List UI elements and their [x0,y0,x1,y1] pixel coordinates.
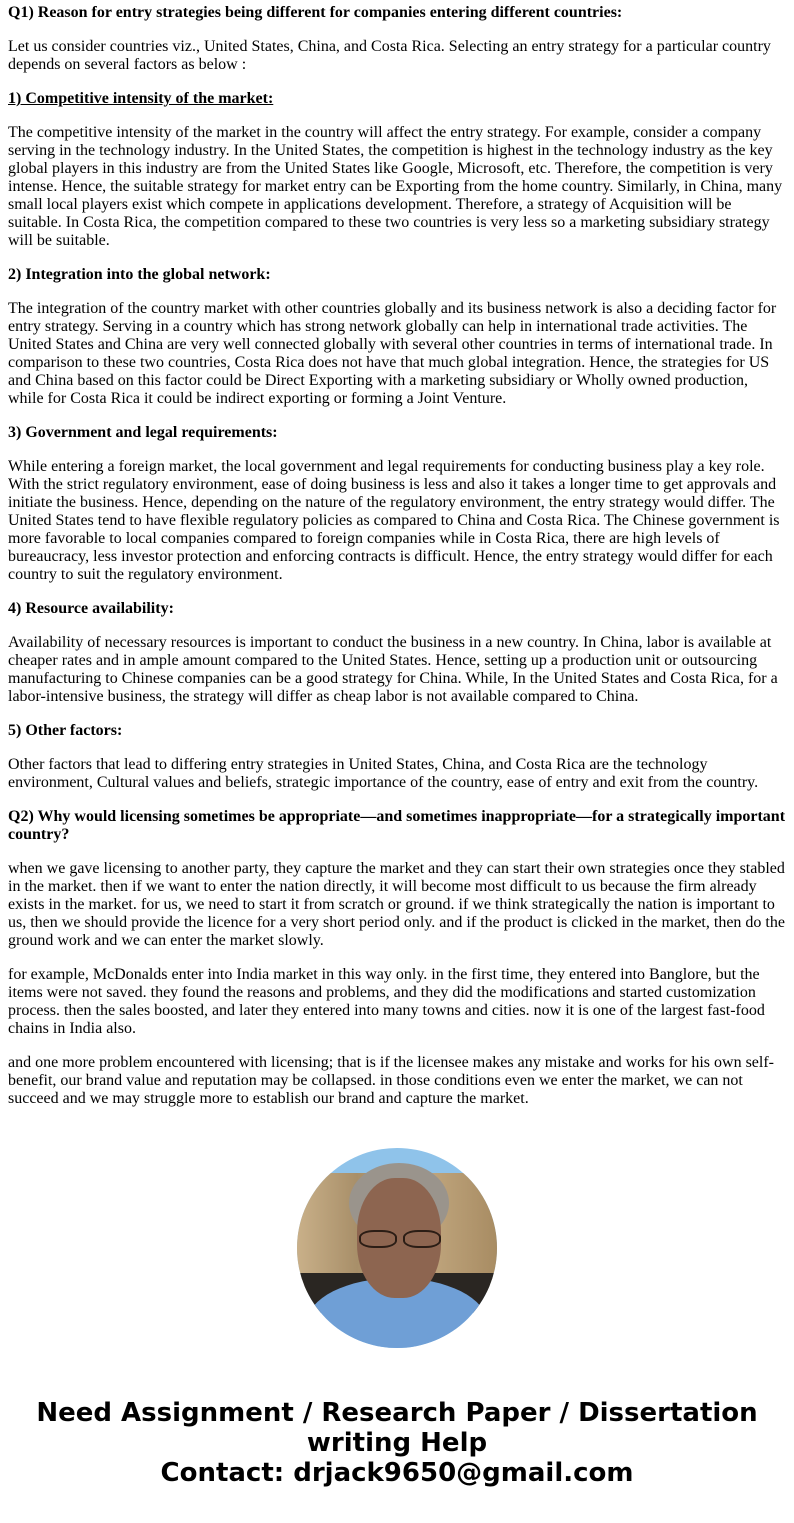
section-heading: 3) Government and legal requirements: [8,424,278,441]
glasses-icon [355,1230,445,1248]
q2-paragraph: when we gave licensing to another party, they capture the market and they can start their own strategies once they stabled in the market. then if we want to enter the nation directly, it will become most difficult to us because the firm already exists in the market. for us, we need to start it from scratch or ground. if we think strategically the nation is important to us, then we should provide the licence for a very short period only. and if the product is clicked in the market, then do the ground work and we can enter the market slowly. [8,860,785,949]
section-body: The integration of the country market with other countries globally and its business network is also a deciding factor for entry strategy. Serving in a country which has strong network globally can help in international trade activities. The United States and China are very well connected globally with several other countries in terms of international trade. In comparison to these two countries, Costa Rica does not have that much global integration. Hence, the strategies for US and China based on this factor could be Direct Exporting with a marketing subsidiary or Wholly owned production, while for Costa Rica it could be indirect exporting or forming a Joint Venture. [8,300,777,407]
q1-intro: Let us consider countries viz., United States, China, and Costa Rica. Selecting an entry strategy for a particular country depends on several factors as below : [8,38,771,73]
contact-email: Contact: drjack9650@gmail.com [160,1458,634,1488]
q1-title: Q1) Reason for entry strategies being different for companies entering different countries: [8,4,623,21]
q2-title: Q2) Why would licensing sometimes be appropriate—and sometimes inappropriate—for a strategically important country? [8,808,786,843]
section-heading: 1) Competitive intensity of the market: [8,90,274,107]
author-photo-container [0,1148,794,1348]
section-heading: 4) Resource availability: [8,600,174,617]
section-heading: 2) Integration into the global network: [8,266,271,283]
q2-paragraph: for example, McDonalds enter into India market in this way only. in the first time, they entered into Banglore, but the items were not saved. they found the reasons and problems, and they did the modifications and started customization process. then the sales boosted, and later they entered into many towns and cities. now it is one of the largest fast-food chains in India also. [8,966,765,1037]
section-heading: 5) Other factors: [8,722,123,739]
section-body: While entering a foreign market, the local government and legal requirements for conducting business play a key role. With the strict regulatory environment, ease of doing business is less and also it takes a longer time to get approvals and initiate the business. Hence, depending on the nature of the regulatory environment, the entry strategy would differ. The United States tend to have flexible regulatory policies as compared to China and Costa Rica. The Chinese government is more favorable to local companies compared to foreign companies while in Costa Rica, there are high levels of bureaucracy, less investor protection and enforcing contracts is difficult. Hence, the entry strategy would differ for each country to suit the regulatory environment. [8,458,780,583]
section-body: Availability of necessary resources is important to conduct the business in a new country. In China, labor is available at cheaper rates and in ample amount compared to the United States. Hence, setting up a production unit or outsourcing manufacturing to Chinese companies can be a good strategy for China. While, In the United States and Costa Rica, for a labor-intensive business, the strategy will differ as cheap labor is not available compared to China. [8,634,778,705]
section-body: The competitive intensity of the market in the country will affect the entry strategy. For example, consider a company serving in the technology industry. In the United States, the competition is highest in the technology industry as the key global players in this industry are from the United States like Google, Microsoft, etc. Therefore, the competition is very intense. Hence, the suitable strategy for market entry can be Exporting from the home country. Similarly, in China, many small local players exist which compete in applications development. Therefore, a strategy of Acquisition will be suitable. In Costa Rica, the competition compared to these two countries is very less so a marketing subsidiary strategy will be suitable. [8,124,783,249]
q2-paragraph: and one more problem encountered with licensing; that is if the licensee makes any mistake and works for his own self-benefit, our brand value and reputation may be collapsed. in those conditions even we enter the market, we can not succeed and we may struggle more to establish our brand and capture the market. [8,1054,775,1107]
contact-banner [0,1398,794,1508]
author-avatar [297,1148,497,1348]
section-body: Other factors that lead to differing entry strategies in United States, China, and Costa Rica are the technology environment, Cultural values and beliefs, strategic importance of the country, ease of entry and exit from the country. [8,756,759,791]
banner-headline: Need Assignment / Research Paper / Dissertation writing Help [36,1398,758,1458]
